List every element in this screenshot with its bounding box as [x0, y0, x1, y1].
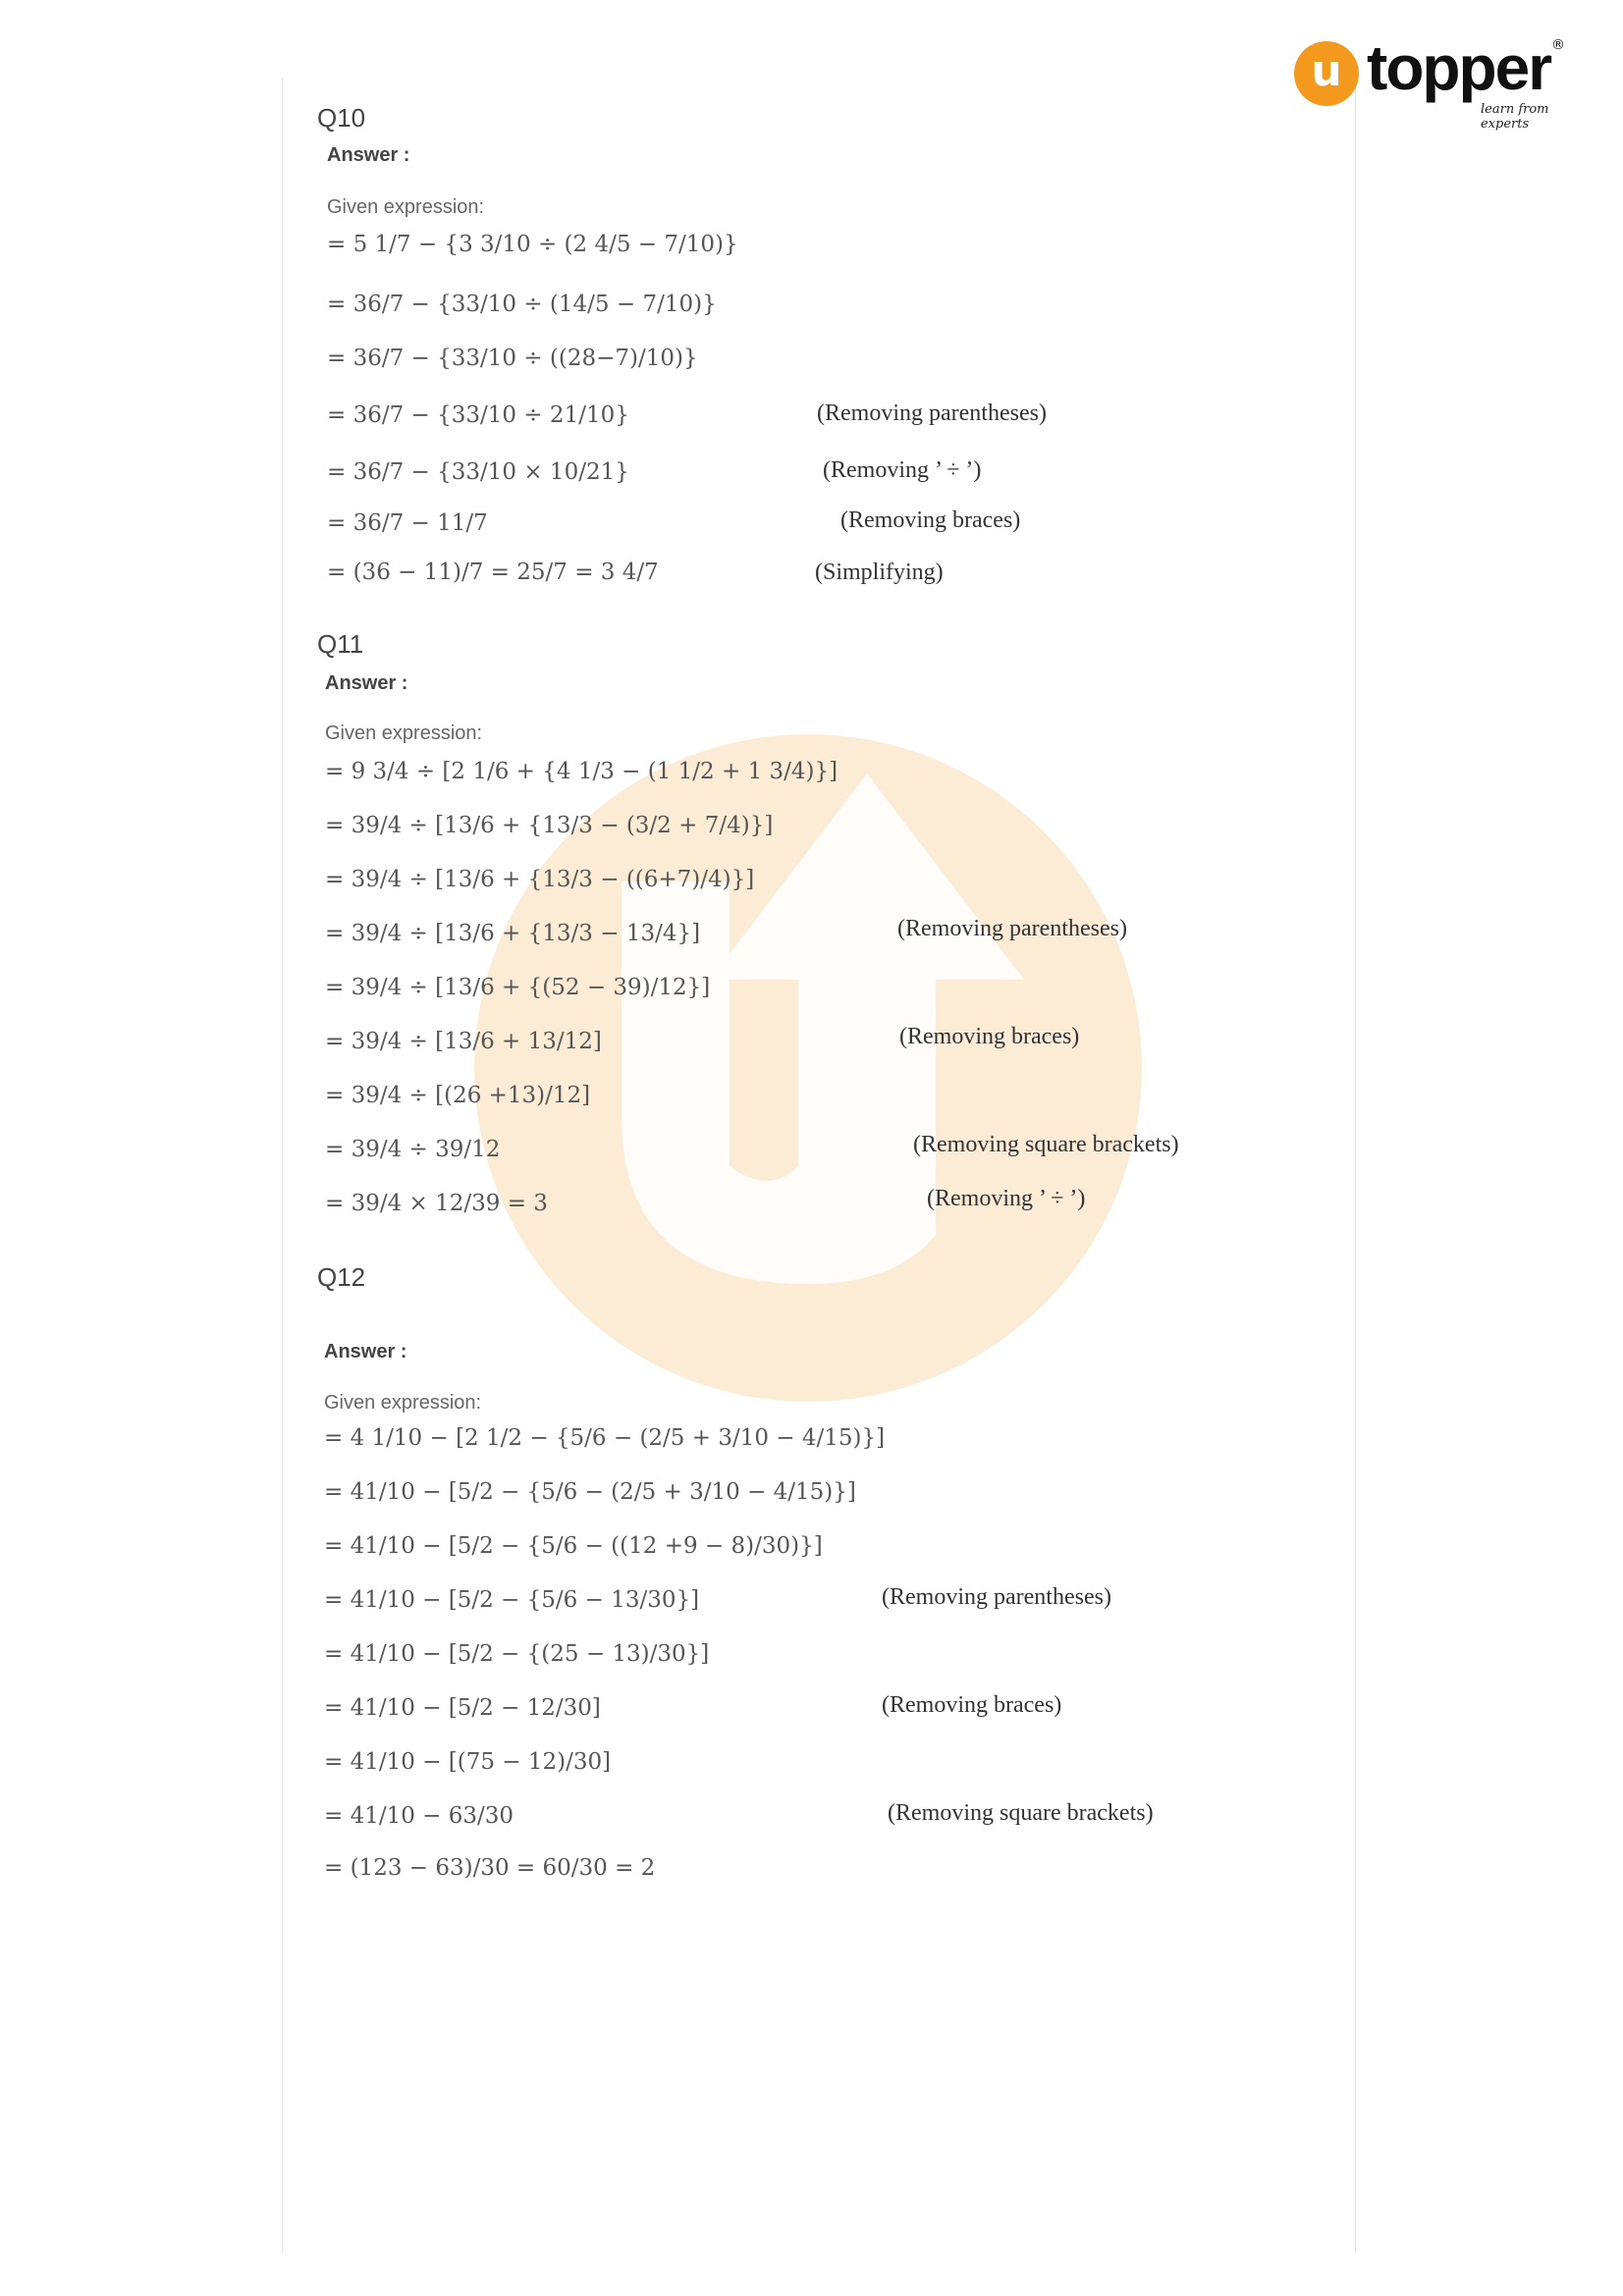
equation-line: = 41/10 − [5/2 − {5/6 − ((12 +9 − 8)/30)}] — [324, 1533, 823, 1559]
answer-label: Answer : — [325, 672, 408, 694]
equation-line: = 4 1/10 − [2 1/2 − {5/6 − (2/5 + 3/10 − 4/15)}] — [324, 1425, 886, 1451]
equation-line: = 41/10 − [5/2 − 12/30] — [324, 1695, 601, 1721]
step-note: (Removing ’ ÷ ’) — [927, 1186, 1086, 1211]
equation-line: = 36/7 − {33/10 ÷ 21/10} — [327, 402, 629, 428]
step-note: (Removing parentheses) — [817, 400, 1047, 426]
answer-label: Answer : — [327, 144, 410, 166]
step-note: (Removing square brackets) — [913, 1132, 1179, 1157]
equation-line: = 39/4 ÷ [13/6 + 13/12] — [325, 1029, 602, 1054]
equation-line: = 5 1/7 − {3 3/10 ÷ (2 4/5 − 7/10)} — [327, 232, 738, 257]
equation-line: = 39/4 ÷ [13/6 + {13/3 − (3/2 + 7/4)}] — [325, 813, 774, 838]
equation-line: = 39/4 ÷ 39/12 — [325, 1137, 501, 1162]
equation-line: = 36/7 − {33/10 × 10/21} — [327, 459, 629, 485]
equation-line: = 36/7 − {33/10 ÷ (14/5 − 7/10)} — [327, 292, 717, 317]
question-number: Q10 — [317, 103, 366, 133]
equation-line: = 41/10 − [(75 − 12)/30] — [324, 1749, 612, 1775]
logo-letter: u — [1311, 46, 1342, 96]
given-expression-label: Given expression: — [325, 722, 483, 744]
given-expression-label: Given expression: — [327, 196, 485, 218]
logo-tagline: learn from experts — [1481, 102, 1549, 132]
equation-line: = 36/7 − 11/7 — [327, 510, 488, 536]
given-expression-label: Given expression: — [324, 1392, 482, 1414]
equation-line: = 39/4 ÷ [13/6 + {13/3 − ((6+7)/4)}] — [325, 867, 755, 892]
equation-line: = 41/10 − [5/2 − {(25 − 13)/30}] — [324, 1641, 710, 1667]
step-note: (Removing ’ ÷ ’) — [823, 457, 982, 483]
equation-line: = 39/4 ÷ [(26 +13)/12] — [325, 1083, 591, 1108]
equation-line: = 9 3/4 ÷ [2 1/6 + {4 1/3 − (1 1/2 + 1 3/4)}] — [325, 759, 839, 784]
equation-line: = 36/7 − {33/10 ÷ ((28−7)/10)} — [327, 346, 698, 371]
equation-line: = (123 − 63)/30 = 60/30 = 2 — [324, 1855, 656, 1881]
topper-logo — [1294, 32, 1569, 132]
step-note: (Removing parentheses) — [897, 916, 1127, 941]
answer-label: Answer : — [324, 1341, 407, 1362]
equation-line: = 41/10 − [5/2 − {5/6 − (2/5 + 3/10 − 4/15)}] — [324, 1479, 856, 1505]
step-note: (Removing square brackets) — [888, 1800, 1154, 1826]
step-note: (Removing braces) — [899, 1024, 1080, 1049]
logo-badge-icon — [1294, 41, 1359, 106]
step-note: (Removing braces) — [882, 1692, 1062, 1718]
question-number: Q11 — [317, 629, 364, 659]
equation-line: = 41/10 − 63/30 — [324, 1803, 514, 1829]
equation-line: = (36 − 11)/7 = 25/7 = 3 4/7 — [327, 560, 659, 585]
equation-line: = 39/4 ÷ [13/6 + {13/3 − 13/4}] — [325, 921, 701, 946]
equation-line: = 41/10 − [5/2 − {5/6 − 13/30}] — [324, 1587, 700, 1613]
step-note: (Simplifying) — [815, 560, 944, 585]
step-note: (Removing braces) — [840, 507, 1021, 533]
equation-line: = 39/4 × 12/39 = 3 — [325, 1191, 548, 1216]
question-number: Q12 — [317, 1262, 366, 1292]
equation-line: = 39/4 ÷ [13/6 + {(52 − 39)/12}] — [325, 975, 711, 1000]
logo-wordmark: topper — [1367, 32, 1551, 103]
step-note: (Removing parentheses) — [882, 1584, 1111, 1610]
logo-registered-mark: ® — [1551, 37, 1565, 53]
